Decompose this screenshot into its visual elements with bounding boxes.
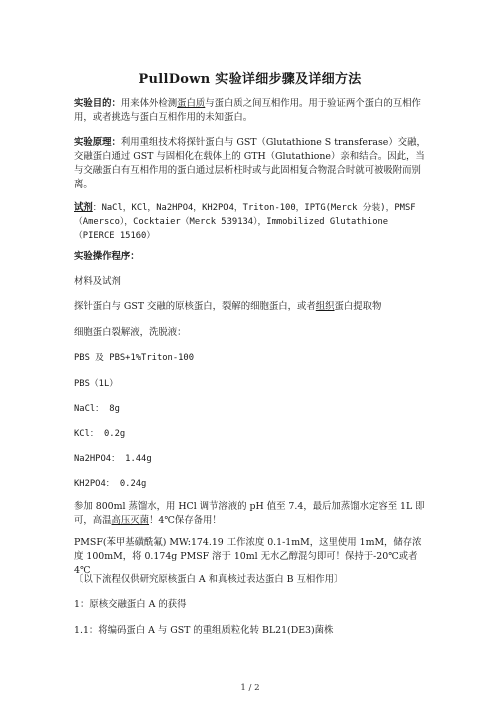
step1-1-line: 1.1：将编码蛋白 A 与 GST 的重组质粒化转 BL21(DE3)菌株 bbox=[74, 625, 334, 636]
procedure-heading: 实验操作程序： bbox=[74, 251, 140, 262]
probe-line bbox=[74, 300, 426, 314]
reagents-paragraph bbox=[74, 201, 426, 243]
document-title: PullDown 实验详细步骤及详细方法 bbox=[138, 72, 362, 87]
reagents-label: 试剂 bbox=[74, 202, 93, 213]
water-text-a: 参加 800ml 蒸馏水，用 HCl 调节溶液的 pH 值至 7.4，最后加蒸馏水定容至 1L 即可，高温 bbox=[74, 501, 425, 526]
kcl-line: KCl： 0.2g bbox=[74, 429, 126, 439]
pbs-1l-line: PBS（1L） bbox=[74, 379, 119, 389]
tissue-link[interactable]: 组织 bbox=[315, 301, 335, 312]
probe-text-b: 蛋白提取物 bbox=[334, 301, 382, 312]
purpose-text-a: 用来体外检测 bbox=[120, 98, 178, 109]
principle-label: 实验原理： bbox=[74, 137, 121, 148]
pbs-triton-line: PBS 及 PBS+1%Triton-100 bbox=[74, 353, 195, 363]
principle-text: 利用重组技术将探针蛋白与 GST（Glutathione S transferase）交融，交融蛋白通过 GST 与固相化在载体上的 GTH（Glutathione）亲和结合。因此，当与交融蛋白有互相作用的蛋白通过层析柱时或与此固相复合物混合时就可被吸附而别离。 bbox=[74, 137, 426, 190]
step1-line: 1：原核交融蛋白 A 的获得 bbox=[74, 599, 187, 610]
kh2po4-line: KH2PO4： 0.24g bbox=[74, 479, 147, 489]
purpose-text-b: 与蛋白质之间互相作用。用于验证两个蛋白的互相作用，或者挑选与蛋白互相作用的未知蛋白。 bbox=[74, 98, 421, 123]
water-line bbox=[74, 500, 426, 528]
pmsf-line: PMSF(苯甲基磺酰氟) MW:174.19 工作浓度 0.1-1mM，这里使用 1mM，储存浓度 100mM，将 0.174g PMSF 溶于 10ml 无水乙醇混匀即可！保持于-20℃或者 4℃ bbox=[74, 537, 422, 576]
principle-paragraph bbox=[74, 136, 426, 192]
note-line: 〔以下流程仅供研究原核蛋白 A 和真核过表达蛋白 B 互相作用〕 bbox=[74, 574, 344, 585]
purpose-label: 实验目的： bbox=[74, 98, 121, 109]
page-number: 1 / 2 bbox=[240, 683, 260, 693]
probe-text-a: 探针蛋白与 GST 交融的原核蛋白，裂解的细胞蛋白，或者 bbox=[74, 301, 316, 312]
reagents-text: ：NaCl，KCl，Na2HPO4，KH2PO4，Triton-100，IPTG(Merck 分装)，PMSF（Amersco），Cocktaier（Merck 539134），Immobilized Glutathione（PIERCE 15160） bbox=[74, 203, 416, 241]
purpose-paragraph bbox=[74, 97, 426, 125]
nacl-line: NaCl： 8g bbox=[74, 404, 120, 414]
water-text-b: ！4℃保存备用！ bbox=[149, 515, 222, 526]
autoclave-link[interactable]: 高压灭菌 bbox=[111, 515, 150, 526]
lysis-line: 细胞蛋白裂解液，洗脱液： bbox=[74, 327, 187, 338]
materials-heading: 材料及试剂 bbox=[74, 276, 121, 287]
protein-link[interactable]: 蛋白质 bbox=[177, 98, 206, 109]
na2hpo4-line: Na2HPO4： 1.44g bbox=[74, 454, 152, 464]
